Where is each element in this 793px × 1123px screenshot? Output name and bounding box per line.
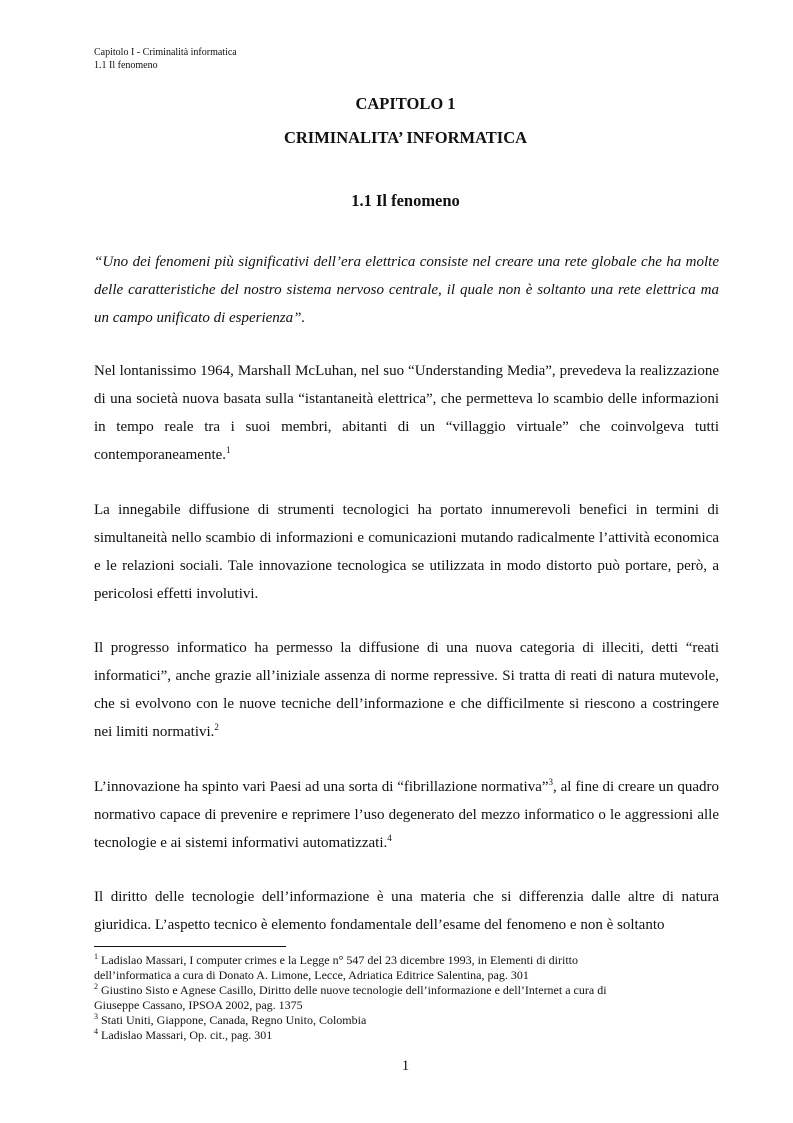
paragraph-1 — [94, 357, 719, 469]
footnote-4 — [94, 1028, 734, 1043]
footnote-1-cont — [94, 968, 734, 983]
footnote-4-line-1: Ladislao Massari, Op. cit., pag. 301 — [98, 1028, 273, 1042]
paragraph-5-text: Il diritto delle tecnologie dell’informazione è una materia che si differenzia dalle altre di natura giuridica. L’aspetto tecnico è elemento fondamentale dell’esame del fenomeno e non è soltanto — [94, 889, 719, 933]
page-number: 1 — [401, 1058, 410, 1074]
footnote-2-line-2: Giuseppe Cassano, IPSOA 2002, pag. 1375 — [94, 998, 303, 1012]
paragraph-5 — [94, 883, 719, 939]
chapter-number: CAPITOLO 1 — [355, 94, 456, 113]
paragraph-4-text-b: , al fine di creare un quadro normativo capace di prevenire e reprimere l’uso degenerato del mezzo informatico o le aggressioni alle tecnologie e ai sistemi informativi automatizzati. — [94, 779, 719, 851]
epigraph-quote: “Uno dei fenomeni più significativi dell’era elettrica consiste nel creare una rete globale che ha molte delle caratteristiche del nostro sistema nervoso centrale, il quale non è soltanto una rete elettrica ma un campo unificato di esperienza”. — [94, 254, 719, 326]
running-header — [94, 46, 237, 72]
paragraph-4-text-a: L’innovazione ha spinto vari Paesi ad una sorta di “fibrillazione normativa” — [94, 779, 549, 795]
footnote-2-cont — [94, 998, 734, 1013]
footnote-ref-2: 2 — [214, 722, 219, 732]
paragraph-2-text: La innegabile diffusione di strumenti tecnologici ha portato innumerevoli benefici in termini di simultaneità nello scambio di informazioni e comunicazioni mutando radicalmente l’attività economica e le relazioni sociali. Tale innovazione tecnologica se utilizzata in modo distorto può portare, però, a pericolosi effetti involutivi. — [94, 502, 719, 602]
footnotes — [94, 953, 734, 1043]
paragraph-1-text: Nel lontanissimo 1964, Marshall McLuhan, nel suo “Understanding Media”, prevedeva la realizzazione di una società nuova basata sulla “istantaneità elettrica”, che permetteva lo scambio delle informazioni in tempo reale tra i suoi membri, abitanti di un “villaggio virtuale” che coinvolgeva tutti contemporaneamente. — [94, 363, 719, 463]
footnote-1-number: 1 — [94, 952, 98, 961]
section-title: 1.1 Il fenomeno — [351, 191, 460, 210]
running-header-section: 1.1 Il fenomeno — [94, 60, 158, 71]
chapter-title: CRIMINALITA’ INFORMATICA — [283, 128, 528, 147]
paragraph-2 — [94, 496, 719, 608]
footnote-2-line-1: Giustino Sisto e Agnese Casillo, Diritto delle nuove tecnologie dell’informazione e dell’Internet a cura di — [98, 983, 607, 997]
footnote-4-number: 4 — [94, 1027, 98, 1036]
footnote-separator — [94, 946, 286, 947]
footnote-ref-1: 1 — [226, 445, 231, 455]
footnote-2 — [94, 983, 734, 998]
running-header-chapter: Capitolo I - Criminalità informatica — [94, 47, 237, 58]
paragraph-4 — [94, 773, 719, 857]
footnote-1-line-1: Ladislao Massari, I computer crimes e la Legge n° 547 del 23 dicembre 1993, in Elementi di diritto — [98, 953, 578, 967]
footnote-3-line-1: Stati Uniti, Giappone, Canada, Regno Unito, Colombia — [98, 1013, 367, 1027]
paragraph-3-text: Il progresso informatico ha permesso la diffusione di una nuova categoria di illeciti, detti “reati informatici”, anche grazie all’iniziale assenza di norme repressive. Si tratta di reati di natura mutevole, che si evolvono con le nuove tecniche dell’informazione e che difficilmente si riescono a costringere nei limiti normativi. — [94, 640, 719, 740]
footnote-1-line-2: dell’informatica a cura di Donato A. Limone, Lecce, Adriatica Editrice Salentina, pag. 301 — [94, 968, 529, 982]
footnote-ref-3: 3 — [548, 777, 554, 787]
footnote-3-number: 3 — [94, 1012, 98, 1021]
footnote-1 — [94, 953, 734, 968]
paragraph-3 — [94, 634, 719, 746]
footnote-ref-4: 4 — [387, 833, 392, 843]
footnote-3 — [94, 1013, 734, 1028]
footnote-2-number: 2 — [94, 982, 98, 991]
